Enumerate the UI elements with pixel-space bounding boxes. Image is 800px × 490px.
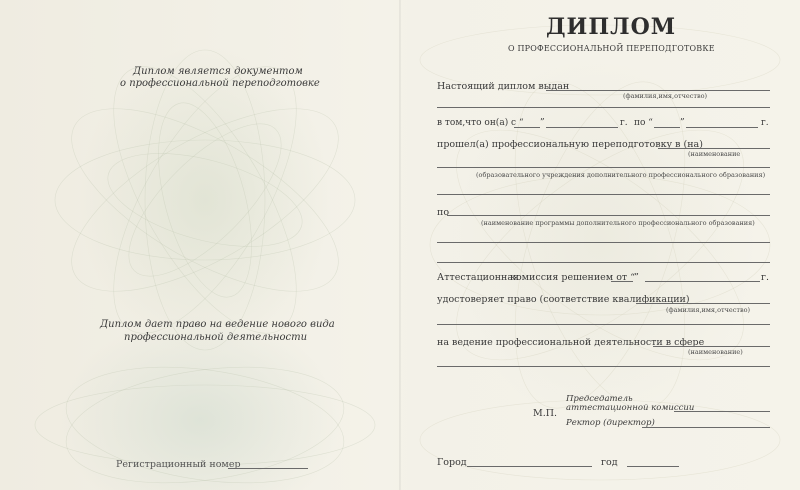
start-month-field[interactable] (546, 127, 618, 128)
chair-label-line2: аттестационной комиссии (566, 403, 695, 413)
year-field[interactable] (627, 466, 679, 467)
city-label: Город (437, 457, 467, 468)
start-year-suffix: г. (620, 118, 628, 128)
caption-program: (наименование программы дополнительного профессионального образования) (481, 219, 755, 227)
institution-field-3[interactable] (437, 194, 770, 195)
program-field-3[interactable] (437, 262, 770, 263)
year-label: год (601, 457, 618, 468)
caption-fio-2: (фамилия,имя,отчество) (666, 306, 751, 314)
attestation-label-a: Аттестационная (437, 272, 520, 283)
institution-field-2[interactable] (437, 167, 770, 168)
attestation-year-suffix: г. (761, 272, 769, 283)
stamp-place-label: М.П. (533, 408, 558, 419)
issued-to-label: Настоящий диплом выдан (437, 81, 570, 92)
diploma-subtitle: О ПРОФЕССИОНАЛЬНОЙ ПЕРЕПОДГОТОВКЕ (508, 44, 715, 53)
diploma-title: ДИПЛОМ (546, 14, 677, 40)
program-field-2[interactable] (437, 242, 770, 243)
chair-label-line1: Председатель (566, 394, 633, 404)
rector-signature-field[interactable] (642, 427, 770, 428)
passed-label: прошел(а) профессиональную переподготовку в (на) (437, 139, 703, 150)
program-po-label: по (437, 207, 450, 218)
end-quote-close: ” (680, 118, 685, 128)
left-note-line2: о профессиональной переподготовке (120, 78, 320, 89)
caption-name-2: (наименование) (688, 348, 743, 356)
attestation-label-b: комиссия решением от “ (510, 272, 636, 283)
recipient-name-field-2[interactable] (437, 107, 770, 108)
end-year-suffix: г. (761, 118, 769, 128)
city-field[interactable] (467, 466, 592, 467)
period-po: по “ (634, 118, 653, 128)
caption-name: (наименование (688, 150, 741, 158)
chair-signature-field[interactable] (674, 411, 770, 412)
registration-number-field[interactable] (228, 468, 308, 469)
attestation-month-field[interactable] (645, 281, 760, 282)
end-day-field[interactable] (654, 127, 680, 128)
institution-field-1[interactable] (658, 148, 770, 149)
start-day-field[interactable] (514, 127, 540, 128)
certifies-label: удостоверяет право (соответствие квалификации) (437, 294, 690, 305)
attestation-quote-close: ” (634, 272, 639, 283)
recipient-name-field[interactable] (546, 90, 770, 91)
left-note-line1: Диплом является документом (133, 66, 303, 77)
registration-label: Регистрационный номер (116, 459, 241, 470)
sphere-field-1[interactable] (653, 346, 770, 347)
start-quote-close: ” (540, 118, 545, 128)
rector-label: Ректор (директор) (566, 418, 655, 428)
program-field-1[interactable] (447, 215, 770, 216)
caption-fio: (фамилия,имя,отчество) (623, 92, 708, 100)
caption-institution: (образовательного учреждения дополнительного профессионального образования) (476, 171, 766, 179)
sphere-label: на ведение профессиональной деятельности в сфере (437, 337, 705, 348)
period-prefix: в том,что он(а) с “ (437, 118, 524, 128)
certified-name-field-2[interactable] (437, 324, 770, 325)
certified-name-field[interactable] (636, 303, 770, 304)
end-month-field[interactable] (686, 127, 758, 128)
left-rights-line2: профессиональной деятельности (124, 332, 308, 343)
center-fold (399, 0, 401, 490)
sphere-field-2[interactable] (437, 366, 770, 367)
attestation-day-field[interactable] (611, 281, 633, 282)
left-rights-line1: Диплом дает право на ведение нового вида (100, 319, 335, 330)
